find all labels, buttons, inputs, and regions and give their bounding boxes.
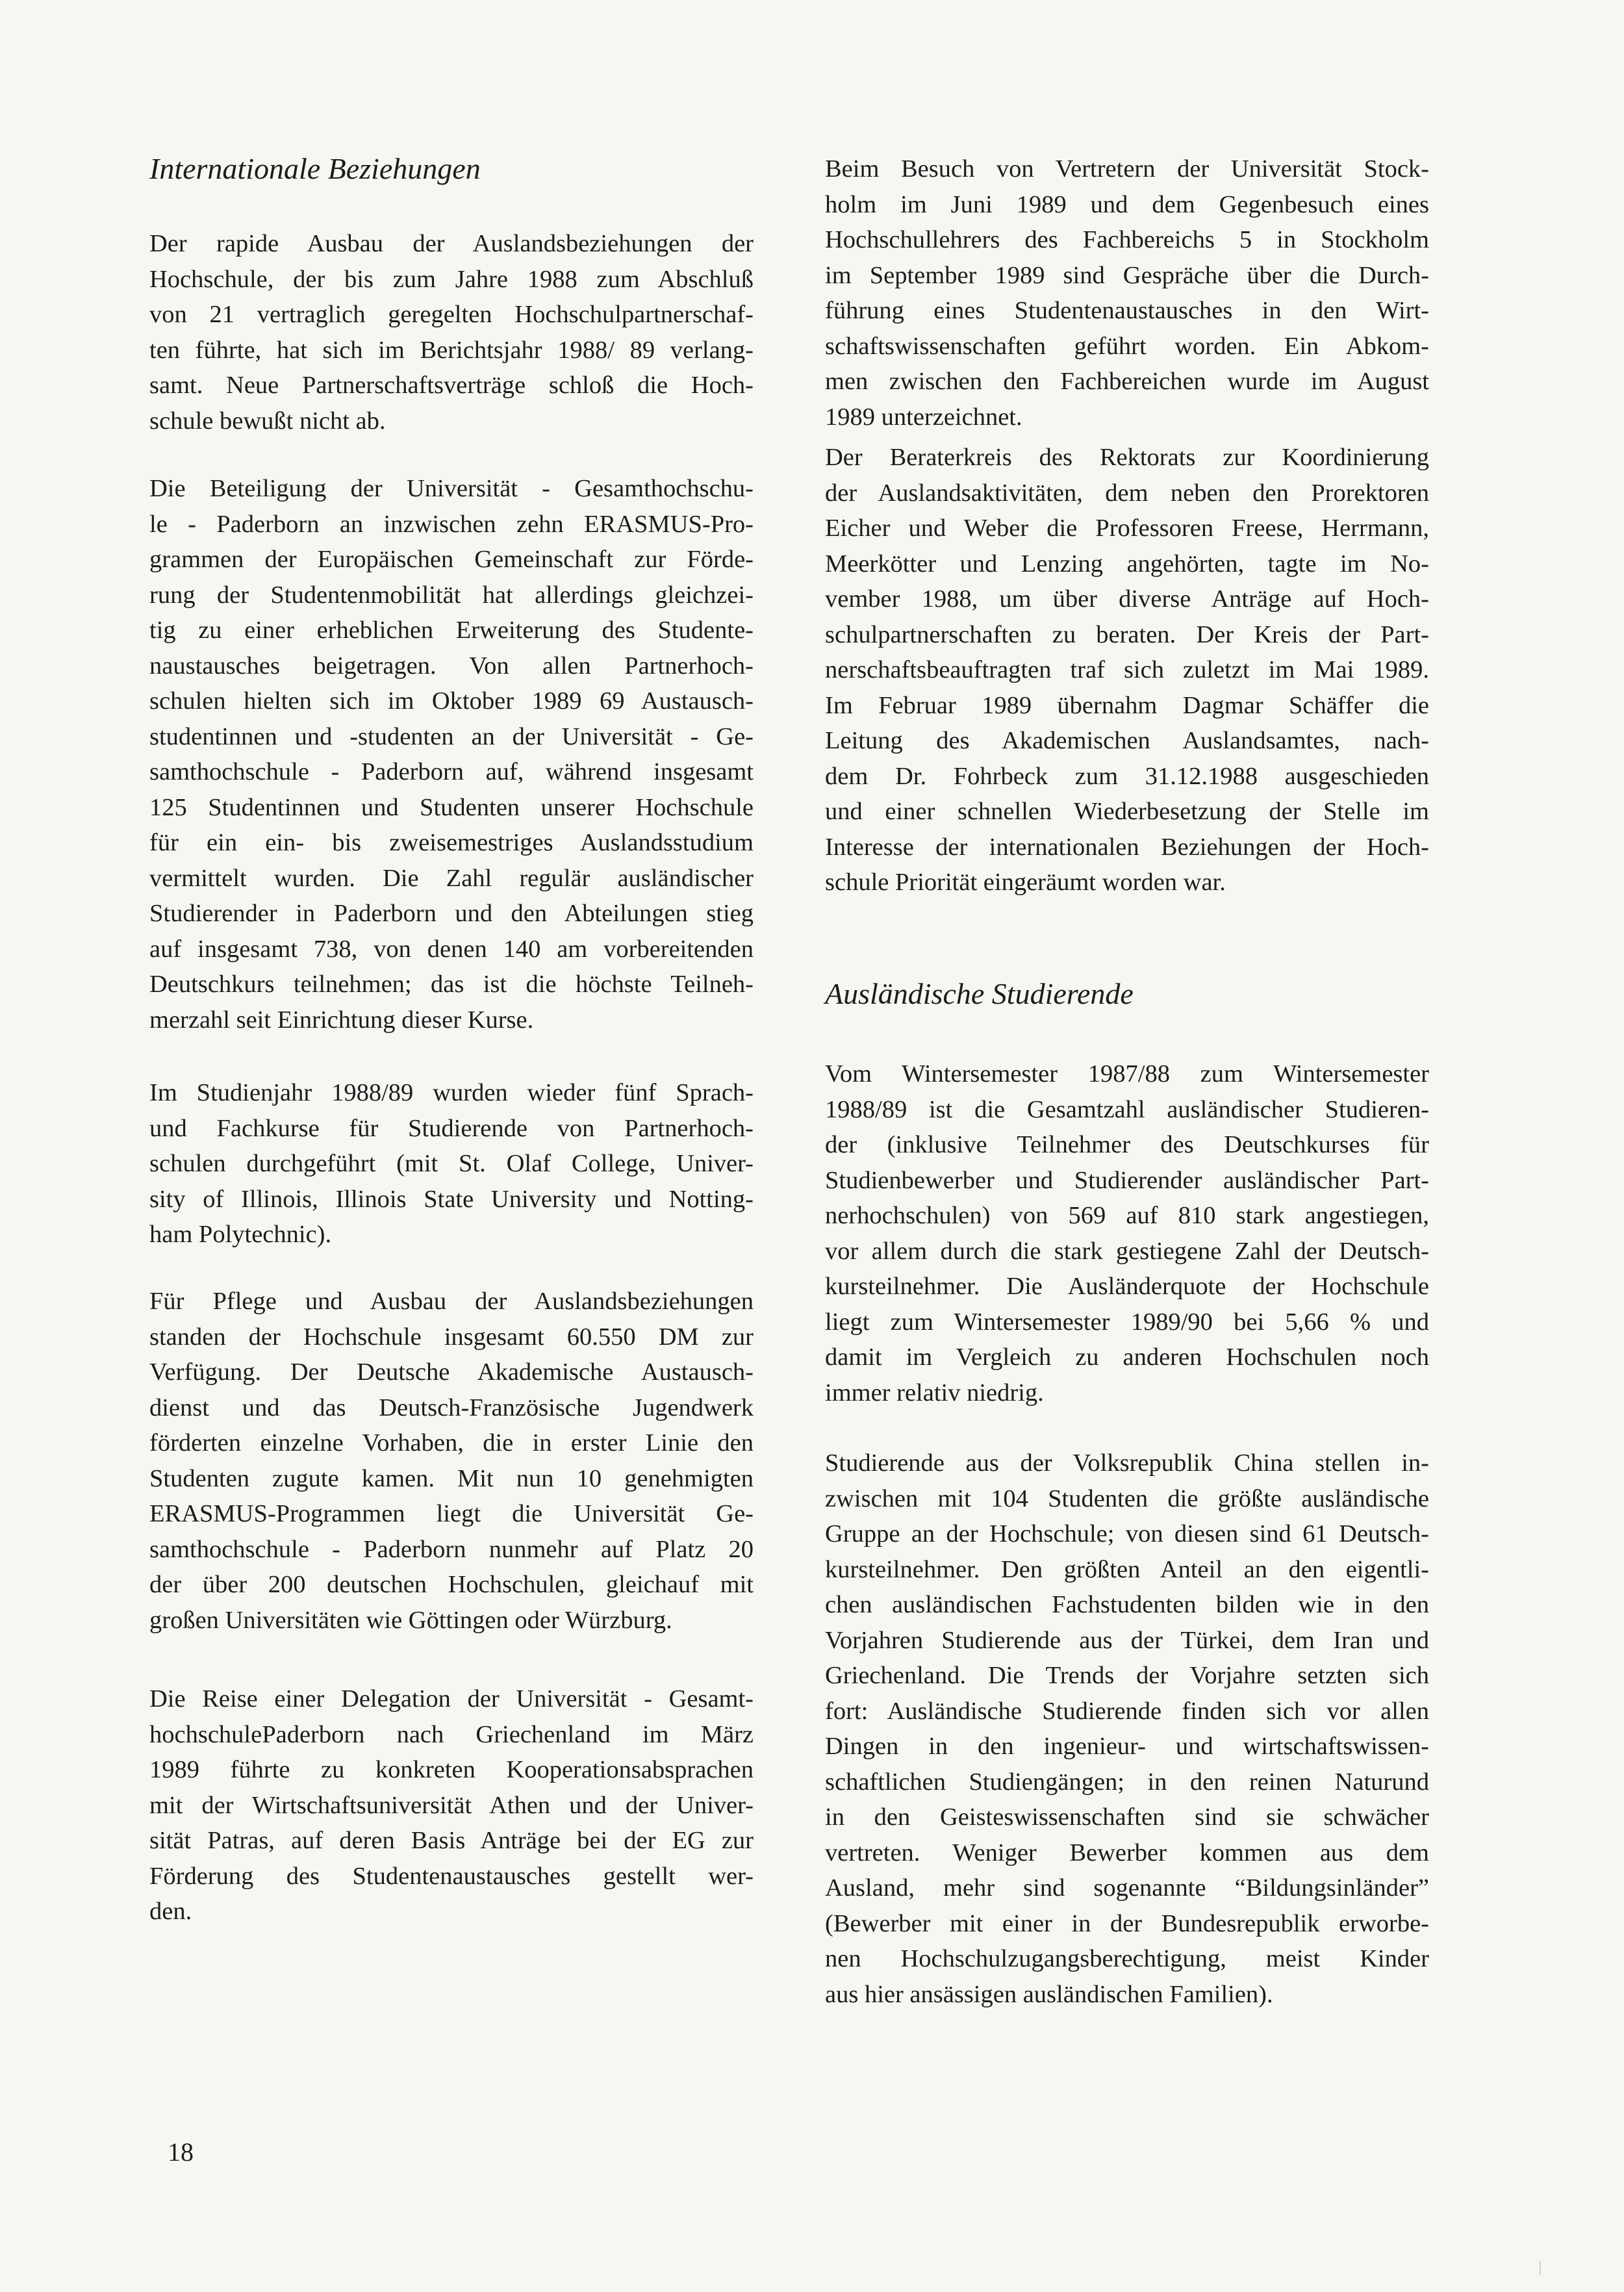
text-line: tig zu einer erheblichen Erweiterung des Studente- [149, 617, 754, 644]
text-line: nerschaftsbeauftragten traf sich zuletzt im Mai 1989. [825, 656, 1429, 683]
text-line: (Bewerber mit einer in der Bundesrepublik erworbe- [825, 1909, 1429, 1937]
paragraph [149, 226, 754, 439]
text-line: auf insgesamt 738, von denen 140 am vorbereitenden [149, 935, 754, 963]
text-line: liegt zum Wintersemester 1989/90 bei 5,66 % und [825, 1308, 1429, 1336]
paragraph [149, 1075, 754, 1253]
text-line: rung der Studentenmobilität hat allerdings gleichzei- [149, 581, 754, 609]
text-line: 1989 unterzeichnet. [825, 403, 1022, 431]
text-line: für ein ein- bis zweisemestriges Auslandsstudium [149, 829, 754, 856]
section-heading-auslaendische-studierende: Ausländische Studierende [825, 977, 1134, 1010]
text-line: Leitung des Akademischen Auslandsamtes, nach- [825, 727, 1429, 754]
page-number: 18 [168, 2137, 194, 2167]
text-line: 125 Studentinnen und Studenten unserer Hochschule [149, 793, 754, 821]
text-line: zwischen mit 104 Studenten die größte ausländische [825, 1484, 1429, 1512]
text-line: Im Februar 1989 übernahm Dagmar Schäffer die [825, 691, 1429, 719]
text-line: fort: Ausländische Studierende finden sich vor allen [825, 1697, 1429, 1725]
text-line: Verfügung. Der Deutsche Akademische Austausch- [149, 1358, 754, 1386]
text-line: im September 1989 sind Gespräche über die Durch- [825, 261, 1429, 289]
paragraph [825, 440, 1429, 900]
text-line: schulen hielten sich im Oktober 1989 69 Austausch- [149, 687, 754, 715]
text-line: Eicher und Weber die Professoren Freese, Herrmann, [825, 515, 1429, 542]
text-line: Der rapide Ausbau der Auslandsbeziehungen der [149, 230, 754, 257]
section-heading-internationale-beziehungen: Internationale Beziehungen [149, 152, 481, 185]
text-line: vor allem durch die stark gestiegene Zahl der Deutsch- [825, 1237, 1429, 1265]
text-line: von 21 vertraglich geregelten Hochschulpartnerschaf- [149, 301, 754, 328]
text-line: studentinnen und -studenten an der Universität - Ge- [149, 722, 754, 750]
text-line: der über 200 deutschen Hochschulen, gleichauf mit [149, 1571, 754, 1598]
text-line: Studierender in Paderborn und den Abteilungen stieg [149, 900, 754, 927]
text-line: kursteilnehmer. Die Ausländerquote der Hochschule [825, 1273, 1429, 1300]
text-line: schulen durchgeführt (mit St. Olaf College, Univer- [149, 1150, 754, 1177]
text-line: Förderung des Studentenaustausches gestellt wer- [149, 1862, 754, 1890]
text-line: führung eines Studentenaustausches in den Wirt- [825, 297, 1429, 324]
text-line: Vom Wintersemester 1987/88 zum Wintersemester [825, 1060, 1429, 1088]
text-line: holm im Juni 1989 und dem Gegenbesuch eines [825, 190, 1429, 218]
text-line: nerhochschulen) von 569 auf 810 stark angestiegen, [825, 1202, 1429, 1229]
text-line: vermittelt wurden. Die Zahl regulär ausländischer [149, 864, 754, 892]
text-line: Studienbewerber und Studierender ausländischer Part- [825, 1166, 1429, 1194]
text-line: schulpartnerschaften zu beraten. Der Kreis der Part- [825, 620, 1429, 648]
text-line: damit im Vergleich zu anderen Hochschulen noch [825, 1343, 1429, 1371]
paragraph [149, 471, 754, 1038]
text-line: hochschulePaderborn nach Griechenland im März [149, 1720, 754, 1748]
text-line: der Auslandsaktivitäten, dem neben den Prorektoren [825, 479, 1429, 507]
text-line: und Fachkurse für Studierende von Partnerhoch- [149, 1114, 754, 1142]
scan-mark [1540, 2261, 1541, 2275]
text-line: ten führte, hat sich im Berichtsjahr 1988/ 89 verlang- [149, 336, 754, 364]
paragraph [825, 1445, 1429, 2012]
text-line: Die Beteiligung der Universität - Gesamthochschu- [149, 475, 754, 502]
paragraph [825, 151, 1429, 435]
text-line: Studenten zugute kamen. Mit nun 10 genehmigten [149, 1464, 754, 1492]
text-line: Studierende aus der Volksrepublik China stellen in- [825, 1449, 1429, 1477]
text-line: Im Studienjahr 1988/89 wurden wieder fünf Sprach- [149, 1079, 754, 1106]
text-line: Deutschkurs teilnehmen; das ist die höchste Teilneh- [149, 971, 754, 998]
text-line: grammen der Europäischen Gemeinschaft zur Förde- [149, 546, 754, 573]
text-line: Der Beraterkreis des Rektorats zur Koordinierung [825, 444, 1429, 471]
text-line: ham Polytechnic). [149, 1221, 332, 1248]
text-line: dem Dr. Fohrbeck zum 31.12.1988 ausgeschieden [825, 762, 1429, 790]
paragraph [149, 1284, 754, 1638]
text-line: aus hier ansässigen ausländischen Familien). [825, 1980, 1273, 2008]
text-line: dienst und das Deutsch-Französische Jugendwerk [149, 1394, 754, 1421]
text-line: Interesse der internationalen Beziehungen der Hoch- [825, 833, 1429, 861]
text-line: Ausland, mehr sind sogenannte “Bildungsinländer” [825, 1874, 1429, 1902]
text-line: vertreten. Weniger Bewerber kommen aus dem [825, 1839, 1429, 1866]
text-line: 1988/89 ist die Gesamtzahl ausländischer Studieren- [825, 1095, 1429, 1123]
text-line: förderten einzelne Vorhaben, die in erster Linie den [149, 1429, 754, 1457]
text-line: sität Patras, auf deren Basis Anträge bei der EG zur [149, 1827, 754, 1854]
text-line: le - Paderborn an inzwischen zehn ERASMUS-Pro- [149, 510, 754, 538]
text-line: samthochschule - Paderborn nunmehr auf Platz 20 [149, 1535, 754, 1563]
text-line: schule bewußt nicht ab. [149, 407, 386, 435]
text-line: sity of Illinois, Illinois State University und Notting- [149, 1185, 754, 1213]
text-line: naustausches beigetragen. Von allen Partnerhoch- [149, 652, 754, 680]
paragraph [149, 1681, 754, 1929]
text-line: Dingen in den ingenieur- und wirtschaftswissen- [825, 1733, 1429, 1760]
text-line: ERASMUS-Programmen liegt die Universität Ge- [149, 1500, 754, 1527]
text-line: Für Pflege und Ausbau der Auslandsbeziehungen [149, 1288, 754, 1315]
text-line: Gruppe an der Hochschule; von diesen sind 61 Deutsch- [825, 1520, 1429, 1547]
text-line: kursteilnehmer. Den größten Anteil an den eigentli- [825, 1555, 1429, 1583]
text-line: schule Priorität eingeräumt worden war. [825, 869, 1226, 896]
text-line: und einer schnellen Wiederbesetzung der Stelle im [825, 798, 1429, 825]
text-line: mit der Wirtschaftsuniversität Athen und der Univer- [149, 1791, 754, 1819]
text-line: Beim Besuch von Vertretern der Universität Stock- [825, 155, 1429, 183]
text-line: den. [149, 1898, 192, 1925]
text-line: samthochschule - Paderborn auf, während insgesamt [149, 758, 754, 785]
text-line: merzahl seit Einrichtung dieser Kurse. [149, 1006, 534, 1034]
text-line: Die Reise einer Delegation der Universität - Gesamt- [149, 1685, 754, 1713]
text-line: 1989 führte zu konkreten Kooperationsabsprachen [149, 1756, 754, 1783]
text-line: Vorjahren Studierende aus der Türkei, dem Iran und [825, 1626, 1429, 1654]
text-line: Meerkötter und Lenzing angehörten, tagte im No- [825, 550, 1429, 578]
text-line: schaftswissenschaften geführt worden. Ein Abkom- [825, 332, 1429, 360]
text-line: Hochschule, der bis zum Jahre 1988 zum Abschluß [149, 265, 754, 293]
text-line: großen Universitäten wie Göttingen oder Würzburg. [149, 1606, 672, 1634]
text-line: immer relativ niedrig. [825, 1379, 1044, 1407]
text-line: chen ausländischen Fachstudenten bilden wie in den [825, 1591, 1429, 1618]
text-line: standen der Hochschule insgesamt 60.550 DM zur [149, 1323, 754, 1351]
text-line: Hochschullehrers des Fachbereichs 5 in Stockholm [825, 226, 1429, 253]
text-line: samt. Neue Partnerschaftsverträge schloß die Hoch- [149, 372, 754, 399]
text-line: men zwischen den Fachbereichen wurde im August [825, 368, 1429, 395]
text-line: Griechenland. Die Trends der Vorjahre setzten sich [825, 1662, 1429, 1689]
text-line: schaftlichen Studiengängen; in den reinen Naturund [825, 1768, 1429, 1796]
text-line: nen Hochschulzugangsberechtigung, meist Kinder [825, 1945, 1429, 1972]
text-line: in den Geisteswissenschaften sind sie schwächer [825, 1803, 1429, 1831]
text-line: vember 1988, um über diverse Anträge auf Hoch- [825, 585, 1429, 613]
text-line: der (inklusive Teilnehmer des Deutschkurses für [825, 1131, 1429, 1158]
paragraph [825, 1056, 1429, 1410]
